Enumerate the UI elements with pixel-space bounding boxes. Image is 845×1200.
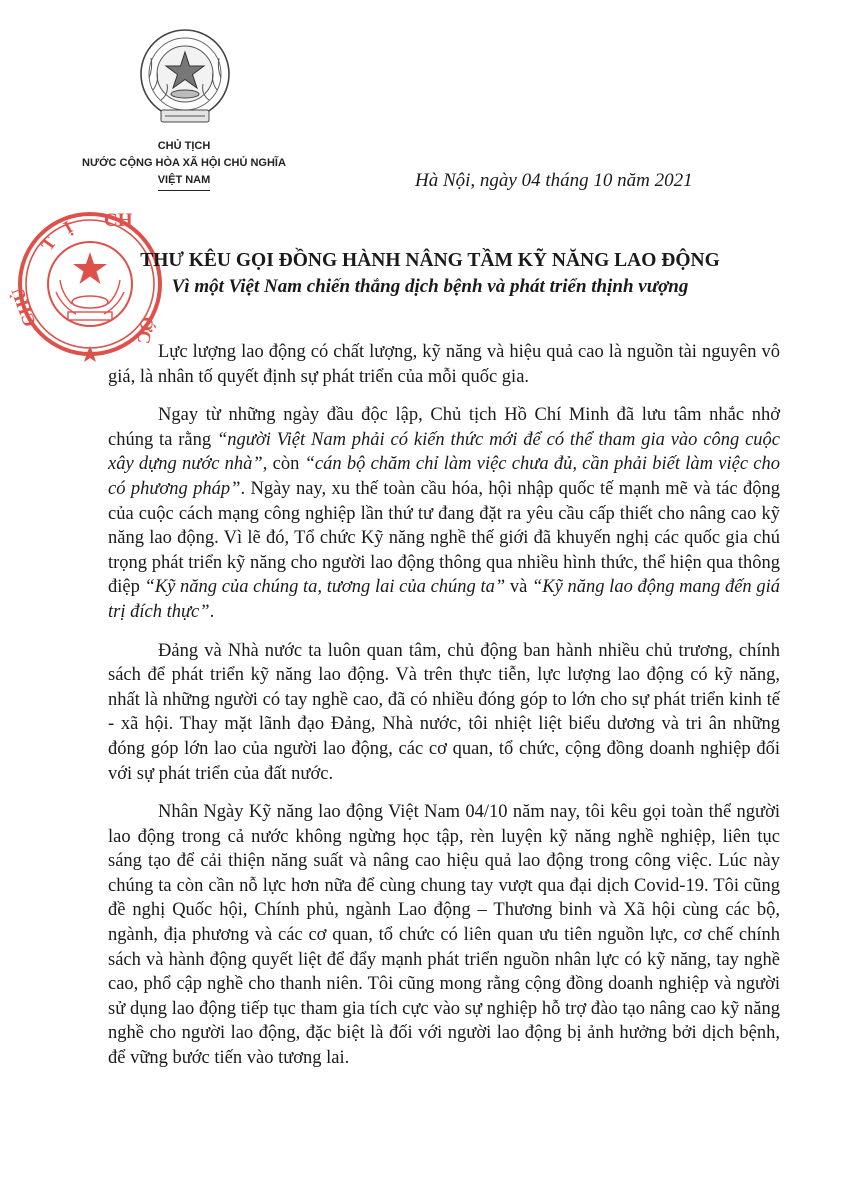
svg-text:Ị: Ị: [60, 216, 77, 238]
svg-text:CH: CH: [104, 210, 133, 231]
svg-text:ỚC: ỚC: [133, 315, 158, 346]
paragraph-2-text-5: .: [209, 601, 215, 622]
letter-title: THƯ KÊU GỌI ĐỒNG HÀNH NÂNG TẦM KỸ NĂNG LAO ĐỘNG: [140, 250, 720, 271]
letter-body: [108, 340, 780, 1085]
paragraph-2-text-3: . Ngày nay, xu thế toàn cầu hóa, hội nhập quốc tế mạnh mẽ và tác động của cuộc cách mạng công nghiệp lần thứ tư đang đặt ra yêu cầu cấp thiết cho nâng cao kỹ năng lao động. Vì lẽ đó, Tổ chức Kỹ năng nghề thế giới đã khuyến nghị các quốc gia chú trọng phát triển kỹ năng cho người lao động thông qua nhiều hình thức, thể hiện qua thông điệp: [108, 478, 780, 598]
issuer-line-3: VIỆT NAM: [158, 172, 211, 191]
paragraph-4: Nhân Ngày Kỹ năng lao động Việt Nam 04/10 năm nay, tôi kêu gọi toàn thể người lao động trong cả nước không ngừng học tập, rèn luyện kỹ năng nghề nghiệp, liên tục sáng tạo để cải thiện năng suất và nâng cao hiệu quả lao động trong công việc. Lúc này chúng ta còn cần nỗ lực hơn nữa để cùng chung tay vượt qua đại dịch Covid-19. Tôi cũng đề nghị Quốc hội, Chính phủ, ngành Lao động – Thương binh và Xã hội cùng các bộ, ngành, địa phương và các cơ quan, tổ chức có liên quan ưu tiên nguồn lực, cơ chế chính sách và hành động quyết liệt để đẩy mạnh phát triển nguồn nhân lực có kỹ năng, tay nghề cao, phổ cập nghề cho thanh niên. Tôi cũng mong rằng cộng đồng doanh nghiệp và người sử dụng lao động tiếp tục tham gia tích cực vào sự nghiệp hỗ trợ đào tạo nâng cao kỹ năng nghề cho người lao động, đặc biệt là đối với người lao động bị ảnh hưởng bởi dịch bệnh, để vững bước tiến vào tương lai.: [108, 802, 780, 1069]
paragraph-2-quote-1: “người Việt Nam phải có kiến thức mới để có thể tham gia vào công cuộc xây dựng nước nhà”: [108, 429, 781, 475]
paragraph-2-quote-2: “cán bộ chăm chỉ làm việc chưa đủ, cần phải biết làm việc cho có phương pháp”: [108, 454, 781, 499]
issuer-line-2: NƯỚC CỘNG HÒA XÃ HỘI CHỦ NGHĨA: [82, 157, 286, 169]
paragraph-2-quote-3: “Kỹ năng của chúng ta, tương lai của chúng ta”: [144, 577, 506, 598]
issuer-block: [58, 138, 310, 191]
paragraph-2: [108, 403, 780, 624]
dateline: Hà Nội, ngày 04 tháng 10 năm 2021: [415, 170, 693, 191]
paragraph-3: Đảng và Nhà nước ta luôn quan tâm, chủ động ban hành nhiều chủ trương, chính sách để phát triển kỹ năng lao động. Và trên thực tiễn, lực lượng lao động có kỹ năng, nhất là những người có tay nghề cao, đã có nhiều đóng góp to lớn cho sự phát triển kinh tế - xã hội. Thay mặt lãnh đạo Đảng, Nhà nước, tôi nhiệt liệt biểu dương và tri ân những đóng góp lớn lao của người lao động, các cơ quan, tổ chức, cộng đồng doanh nghiệp đối với sự phát triển của đất nước.: [108, 640, 780, 784]
paragraph-1: Lực lượng lao động có chất lượng, kỹ năng và hiệu quả cao là nguồn tài nguyên vô giá, là nhân tố quyết định sự phát triển của mỗi quốc gia.: [108, 342, 780, 387]
paragraph-2-text-1: Ngay từ những ngày đầu độc lập, Chủ tịch Hồ Chí Minh đã lưu tâm nhắc nhở chúng ta rằng: [108, 405, 780, 450]
issuer-line-1: CHỦ TỊCH: [157, 140, 211, 152]
svg-text:T: T: [36, 232, 61, 255]
national-emblem-icon: [133, 26, 237, 130]
paragraph-2-text-4: và: [505, 577, 532, 598]
paragraph-2-text-2: , còn: [262, 454, 305, 475]
svg-text:CHỦ: CHỦ: [7, 285, 40, 330]
letter-subtitle: Vì một Việt Nam chiến thắng dịch bệnh và phát triển thịnh vượng: [171, 276, 689, 297]
paragraph-2-quote-4: “Kỹ năng lao động mang đến giá trị đích thực”: [108, 577, 780, 622]
